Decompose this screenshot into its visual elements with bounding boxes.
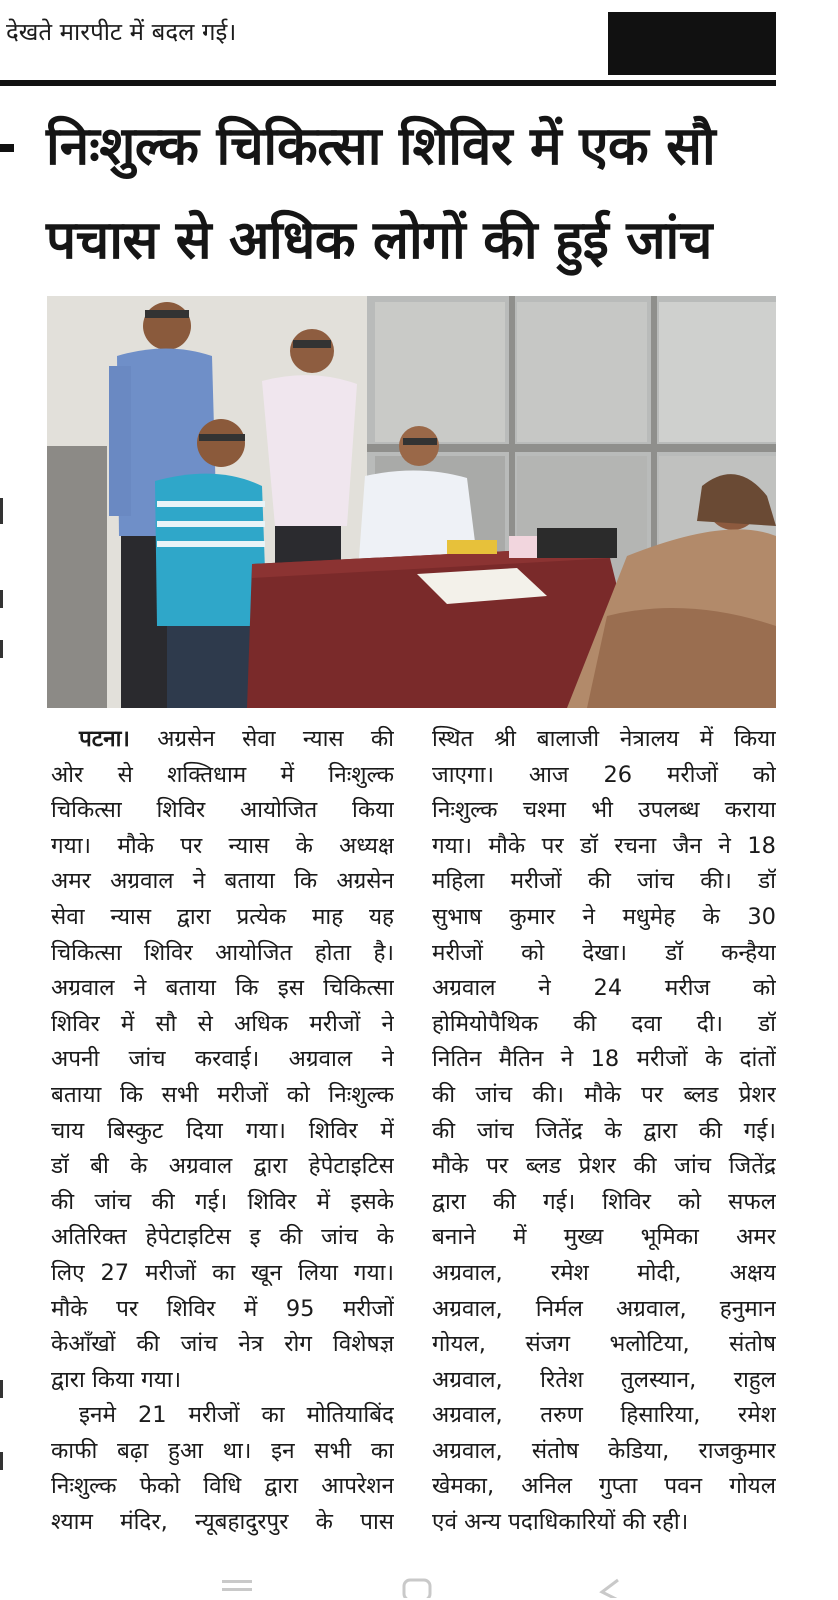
redaction-block <box>608 12 776 75</box>
body-line: निःशुल्क चश्मा भी उपलब्ध कराया <box>432 797 776 824</box>
body-line: गया। मौके पर न्यास के अध्यक्ष <box>51 832 394 859</box>
body-line: होमियोपैथिक की दवा दी। डॉ <box>432 1010 776 1037</box>
body-line: द्वारा की गई। शिविर को सफल <box>432 1188 776 1215</box>
body-line: द्वारा किया गया। <box>51 1366 182 1393</box>
body-line: शिविर में सौ से अधिक मरीजों ने <box>51 1010 394 1037</box>
edge-fragment <box>0 498 3 524</box>
body-line: चिकित्सा शिविर आयोजित होता है। <box>51 939 394 966</box>
previous-article-tail: देखते मारपीट में बदल गई। <box>6 18 237 46</box>
edge-fragment <box>0 1380 3 1398</box>
body-line: अग्रवाल ने 24 मरीज को <box>432 975 776 1002</box>
body-line: मरीजों को देखा। डॉ कन्हैया <box>432 939 776 966</box>
body-line: अग्रवाल, संतोष केडिया, राजकुमार <box>432 1437 776 1464</box>
article-body-right-column <box>432 722 776 1541</box>
body-line: अमर अग्रवाल ने बताया कि अग्रसेन <box>51 868 394 895</box>
body-line: चाय बिस्कुट दिया गया। शिविर में <box>51 1117 394 1144</box>
body-line: जाएगा। आज 26 मरीजों को <box>432 761 776 788</box>
edge-fragment <box>0 590 3 608</box>
body-line: मौके पर शिविर में 95 मरीजों <box>51 1295 394 1322</box>
body-line: नितिन मैतिन ने 18 मरीजों के दांतों <box>432 1046 776 1073</box>
body-line: अग्रवाल, निर्मल अग्रवाल, हनुमान <box>432 1295 776 1322</box>
body-line: अग्रवाल, तरुण हिसारिया, रमेश <box>432 1402 776 1429</box>
body-line: ओर से शक्तिधाम में निःशुल्क <box>51 761 394 788</box>
headline-line-1: निःशुल्क चिकित्सा शिविर में एक सौ <box>46 116 716 177</box>
body-line: अपनी जांच करवाई। अग्रवाल ने <box>51 1046 394 1073</box>
body-line: बनाने में मुख्य भूमिका अमर <box>432 1224 776 1251</box>
body-line: गोयल, संजग भलोटिया, संतोष <box>432 1331 776 1358</box>
body-line: सुभाष कुमार ने मधुमेह के 30 <box>432 903 776 930</box>
menu-icon[interactable] <box>222 1578 252 1600</box>
body-line: एवं अन्य पदाधिकारियों की रही। <box>432 1509 689 1536</box>
headline-line-2: पचास से अधिक लोगों की हुई जांच <box>46 210 712 271</box>
body-line-text: अग्रसेन सेवा न्यास की <box>157 726 394 752</box>
body-line <box>51 722 394 758</box>
body-line: सेवा न्यास द्वारा प्रत्येक माह यह <box>51 903 394 930</box>
body-line: चिकित्सा शिविर आयोजित किया <box>51 797 394 824</box>
edge-fragment <box>0 640 3 658</box>
body-line: बताया कि सभी मरीजों को निःशुल्क <box>51 1081 394 1108</box>
edge-fragment <box>0 1452 3 1470</box>
article-body-left-column <box>51 722 394 1541</box>
body-line: इनमे 21 मरीजों का मोतियाबिंद <box>79 1402 394 1429</box>
body-line: स्थित श्री बालाजी नेत्रालय में किया <box>432 726 776 752</box>
body-line: अग्रवाल, रितेश तुलस्यान, राहुल <box>432 1366 776 1393</box>
section-divider <box>0 80 776 86</box>
article-headline <box>46 100 786 288</box>
body-line: की जांच की गई। शिविर में इसके <box>51 1188 394 1215</box>
body-line: काफी बढ़ा हुआ था। इन सभी का <box>51 1437 394 1464</box>
headline-marker <box>0 144 14 152</box>
body-line: श्याम मंदिर, न्यूबहादुरपुर के पास <box>51 1509 394 1536</box>
article-photo <box>47 296 776 708</box>
body-line: खेमका, अनिल गुप्ता पवन गोयल <box>432 1473 776 1500</box>
body-line: लिए 27 मरीजों का खून लिया गया। <box>51 1259 394 1286</box>
body-line: डॉ बी के अग्रवाल द्वारा हेपेटाइटिस <box>51 1153 394 1180</box>
body-line: मौके पर ब्लड प्रेशर की जांच जितेंद्र <box>432 1153 776 1180</box>
body-line: अग्रवाल, रमेश मोदी, अक्षय <box>432 1259 776 1286</box>
home-icon[interactable] <box>400 1578 434 1600</box>
body-line: अग्रवाल ने बताया कि इस चिकित्सा <box>51 975 394 1002</box>
body-line: महिला मरीजों की जांच की। डॉ <box>432 868 776 895</box>
body-line: गया। मौके पर डॉ रचना जैन ने 18 <box>432 832 776 859</box>
body-line: निःशुल्क फेको विधि द्वारा आपरेशन <box>51 1473 394 1500</box>
body-line: केआँखों की जांच नेत्र रोग विशेषज्ञ <box>51 1331 394 1358</box>
body-line: की जांच जितेंद्र के द्वारा की गई। <box>432 1117 776 1144</box>
back-icon[interactable] <box>596 1578 622 1600</box>
dateline: पटना। <box>79 726 130 752</box>
body-line: अतिरिक्त हेपेटाइटिस इ की जांच के <box>51 1224 394 1251</box>
body-line: की जांच की। मौके पर ब्लड प्रेशर <box>432 1081 776 1108</box>
